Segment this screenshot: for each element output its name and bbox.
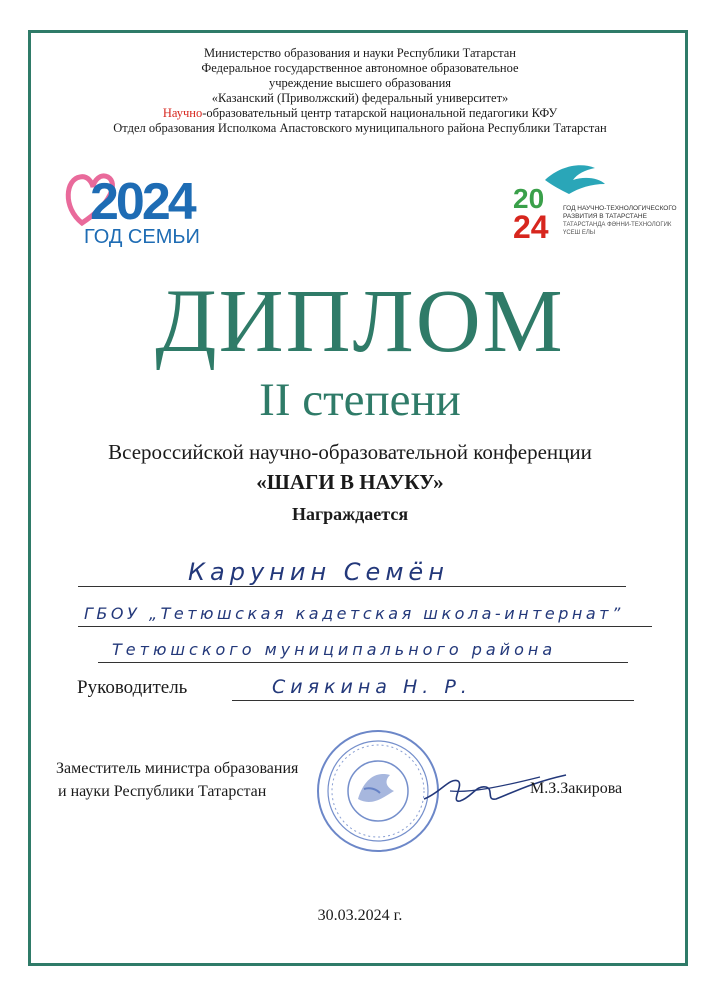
degree-title: II степени bbox=[259, 374, 461, 426]
recipient-line bbox=[78, 586, 626, 587]
signatory-name: М.З.Закирова bbox=[530, 780, 623, 797]
header-line: Федеральное государственное автономное образовательное bbox=[201, 61, 519, 75]
school-name-line2: Тетюшского муниципального района bbox=[112, 640, 557, 659]
diploma-title: ДИПЛОМ bbox=[155, 272, 565, 371]
supervisor-name: Сиякина Н. Р. bbox=[272, 676, 472, 698]
issuer-header bbox=[60, 46, 660, 136]
logo-caption: ГОД СЕМЬИ bbox=[84, 226, 200, 248]
year-of-family-logo bbox=[66, 163, 200, 248]
header-line: Министерство образования и науки Республики Татарстан bbox=[203, 46, 516, 60]
logo-text-line: ГОД НАУЧНО-ТЕХНОЛОГИЧЕСКОГО bbox=[563, 205, 677, 212]
logo-text-line: РАЗВИТИЯ В ТАТАРСТАНЕ bbox=[563, 213, 647, 220]
logo-year-bottom: 24 bbox=[513, 209, 549, 245]
bird-icon bbox=[545, 165, 605, 194]
signatory-title-line: и науки Республики Татарстан bbox=[58, 783, 267, 800]
school-name-line1: ГБОУ „Тетюшская кадетская школа-интернат” bbox=[84, 604, 624, 623]
header-red-word: Научно bbox=[162, 106, 203, 120]
logo-text-line: ТАТАРСТАНДА ФӘННИ-ТЕХНОЛОГИК bbox=[563, 222, 672, 228]
signatory-title bbox=[56, 757, 298, 803]
conference-description: Всероссийской научно-образовательной конференции bbox=[108, 440, 592, 464]
recipient-name: Карунин Семён bbox=[188, 558, 449, 586]
header-line: Отдел образования Исполкома Апастовского муниципального района Республики Татарстан bbox=[113, 121, 607, 135]
signatory-title-line: Заместитель министра образования bbox=[56, 760, 299, 777]
issue-date: 30.03.2024 г. bbox=[317, 907, 403, 924]
supervisor-line bbox=[232, 700, 634, 701]
logo-year: 2024 bbox=[90, 173, 194, 231]
header-line: «Казанский (Приволжский) федеральный университет» bbox=[211, 91, 509, 105]
school-line bbox=[98, 662, 628, 663]
school-line bbox=[78, 626, 652, 627]
header-line bbox=[60, 106, 660, 121]
header-line: учреждение высшего образования bbox=[268, 76, 452, 90]
science-year-logo bbox=[505, 160, 677, 245]
logo-year-top: 20 bbox=[513, 183, 545, 214]
supervisor-label: Руководитель bbox=[77, 677, 188, 698]
logo-text-line: ҮСЕШ ЕЛЫ bbox=[563, 230, 596, 236]
header-line-rest: -образовательный центр татарской национальной педагогики КФУ bbox=[202, 106, 558, 120]
conference-name: «ШАГИ В НАУКУ» bbox=[256, 470, 444, 494]
awarded-label: Награждается bbox=[291, 504, 409, 524]
